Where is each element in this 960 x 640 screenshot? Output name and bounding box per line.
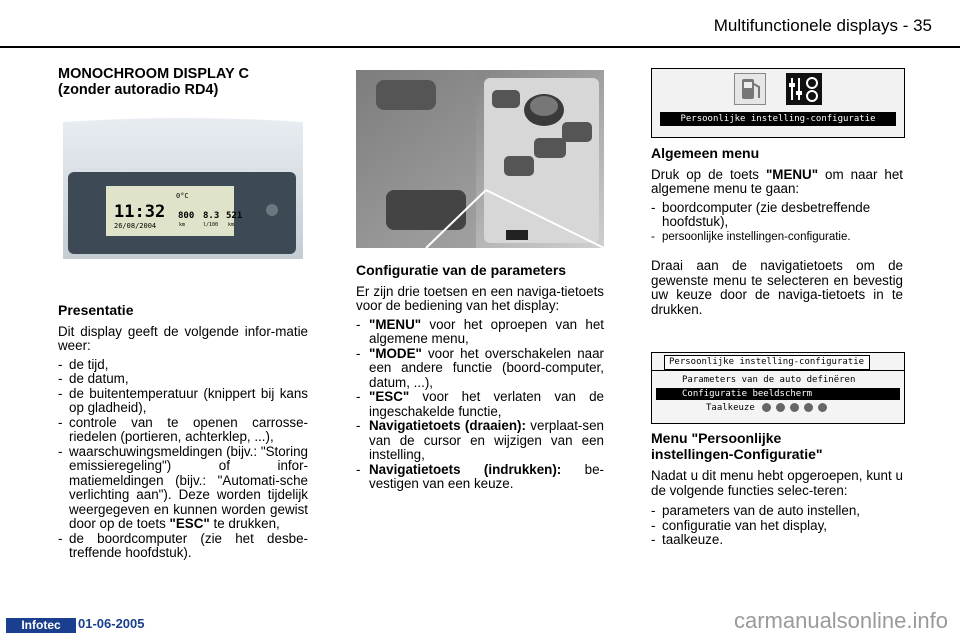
list-item: - parameters van de auto instellen,: [651, 504, 903, 519]
list-item: - persoonlijke instellingen-configuratie.: [651, 230, 903, 245]
list-item: - controle van te openen carrosse-riedelen (portieren, achterklep, ...),: [58, 416, 308, 445]
display-unit-range: km: [179, 222, 186, 228]
dashboard-display-illustration: [58, 114, 308, 264]
footer-date: 01-06-2005: [78, 616, 145, 631]
display-value-range: 800: [178, 211, 195, 221]
persoonlijke-heading: Menu "Persoonlijke instellingen-Configuratie": [651, 430, 823, 462]
list-item: - "MENU" voor het oproepen van het algemene menu,: [356, 318, 604, 347]
display-value-consumption: 8.3: [203, 211, 220, 221]
menu-banner: Persoonlijke instelling-configuratie: [660, 112, 896, 126]
configuratie-block: [356, 263, 604, 492]
display-date: 26/08/2004: [114, 222, 157, 230]
presentatie-block: [58, 303, 308, 561]
display-temperature: 0°C: [176, 192, 189, 200]
configuratie-heading: Configuratie van de parameters: [356, 262, 567, 278]
infotec-logo: Infotec: [6, 618, 76, 633]
flag-icon: [818, 403, 827, 412]
list-item: - de datum,: [58, 372, 308, 387]
algemeen-block: [651, 146, 903, 317]
configuratie-intro: Er zijn drie toetsen en een naviga-tietoets voor de bediening van het display:: [356, 283, 604, 313]
screen-divider: [652, 370, 904, 371]
algemeen-intro: Druk op de toets "MENU" om naar het algemene menu te gaan:: [651, 166, 903, 196]
persoonlijke-intro: Nadat u dit menu hebt opgeroepen, kunt u de volgende functies selec-teren:: [651, 468, 903, 498]
controls-photo: [356, 70, 604, 248]
list-item: - de buitentemperatuur (knippert bij kans op gladheid),: [58, 387, 308, 416]
screen-row-display-config: Configuratie beeldscherm: [682, 389, 813, 399]
algemeen-instruction: Draai aan de navigatietoets om de gewenste menu te selecteren en bevestig uw keuze door de naviga-tietoets in te drukken.: [651, 258, 903, 317]
screen-row-parameters: Parameters van de auto definëren: [682, 375, 856, 385]
settings-sliders-icon: [786, 73, 822, 105]
list-item: - boordcomputer (zie desbetreffende hoofdstuk),: [651, 201, 903, 230]
esc-key-label: "ESC": [169, 516, 210, 531]
flag-icon: [762, 403, 771, 412]
list-item: - "ESC" voor het verlaten van de ingeschakelde functie,: [356, 390, 604, 419]
list-item: - "MODE" voor het overschakelen naar een andere functie (boord-computer, datum, ...),: [356, 347, 604, 391]
list-item: - Navigatietoets (indrukken): be-vestigen van een keuze.: [356, 463, 604, 492]
presentatie-heading: Presentatie: [58, 302, 134, 318]
list-item: - de boordcomputer (zie het desbe-treffende hoofdstuk).: [58, 532, 308, 561]
header-rule: [0, 46, 960, 48]
algemeen-list: [651, 201, 903, 245]
page-header: Multifunctionele displays - 35: [713, 16, 932, 35]
configuratie-list: [356, 318, 604, 492]
flag-icon: [790, 403, 799, 412]
screen-title: Persoonlijke instelling-configuratie: [664, 355, 870, 370]
language-flags: [762, 403, 827, 412]
section-title-display: MONOCHROOM DISPLAY C (zonder autoradio RD4): [58, 66, 249, 98]
display-unit-consumption: l/100: [203, 222, 219, 228]
display-time: 11:32: [114, 202, 166, 222]
list-item: - taalkeuze.: [651, 533, 903, 548]
flag-icon: [776, 403, 785, 412]
presentatie-list: [58, 358, 308, 561]
watermark: carmanualsonline.info: [733, 608, 948, 633]
fuel-pump-icon: [734, 73, 766, 105]
screen-row-language: Taalkeuze: [706, 403, 755, 413]
algemeen-heading: Algemeen menu: [651, 145, 760, 161]
menu-key-label: "MENU": [765, 166, 819, 182]
persoonlijke-block: [651, 430, 903, 548]
list-item: - configuratie van het display,: [651, 519, 903, 534]
menu-screen-personal: [651, 352, 905, 424]
list-item: - waarschuwingsmeldingen (bijv.: "Storing emissieregeling") of infor-matiemeldingen (bijv.: "Automati-sche verlichting aan"). Deze worden tijdelijk weergegeven en kunnen worden gewist door op de toets "ESC" te drukken,: [58, 445, 308, 532]
persoonlijke-list: [651, 504, 903, 548]
display-unit-distance: km: [228, 222, 235, 228]
display-value-distance: 521: [226, 211, 243, 221]
flag-icon: [804, 403, 813, 412]
console-buttons-illustration: [356, 70, 604, 248]
list-item: - de tijd,: [58, 358, 308, 373]
list-item: - Navigatietoets (draaien): verplaat-sen van de cursor en wijzigen van een instelling,: [356, 419, 604, 463]
menu-screen-general: [651, 68, 905, 138]
display-photo: [58, 114, 308, 264]
presentatie-intro: Dit display geeft de volgende infor-matie weer:: [58, 323, 308, 353]
